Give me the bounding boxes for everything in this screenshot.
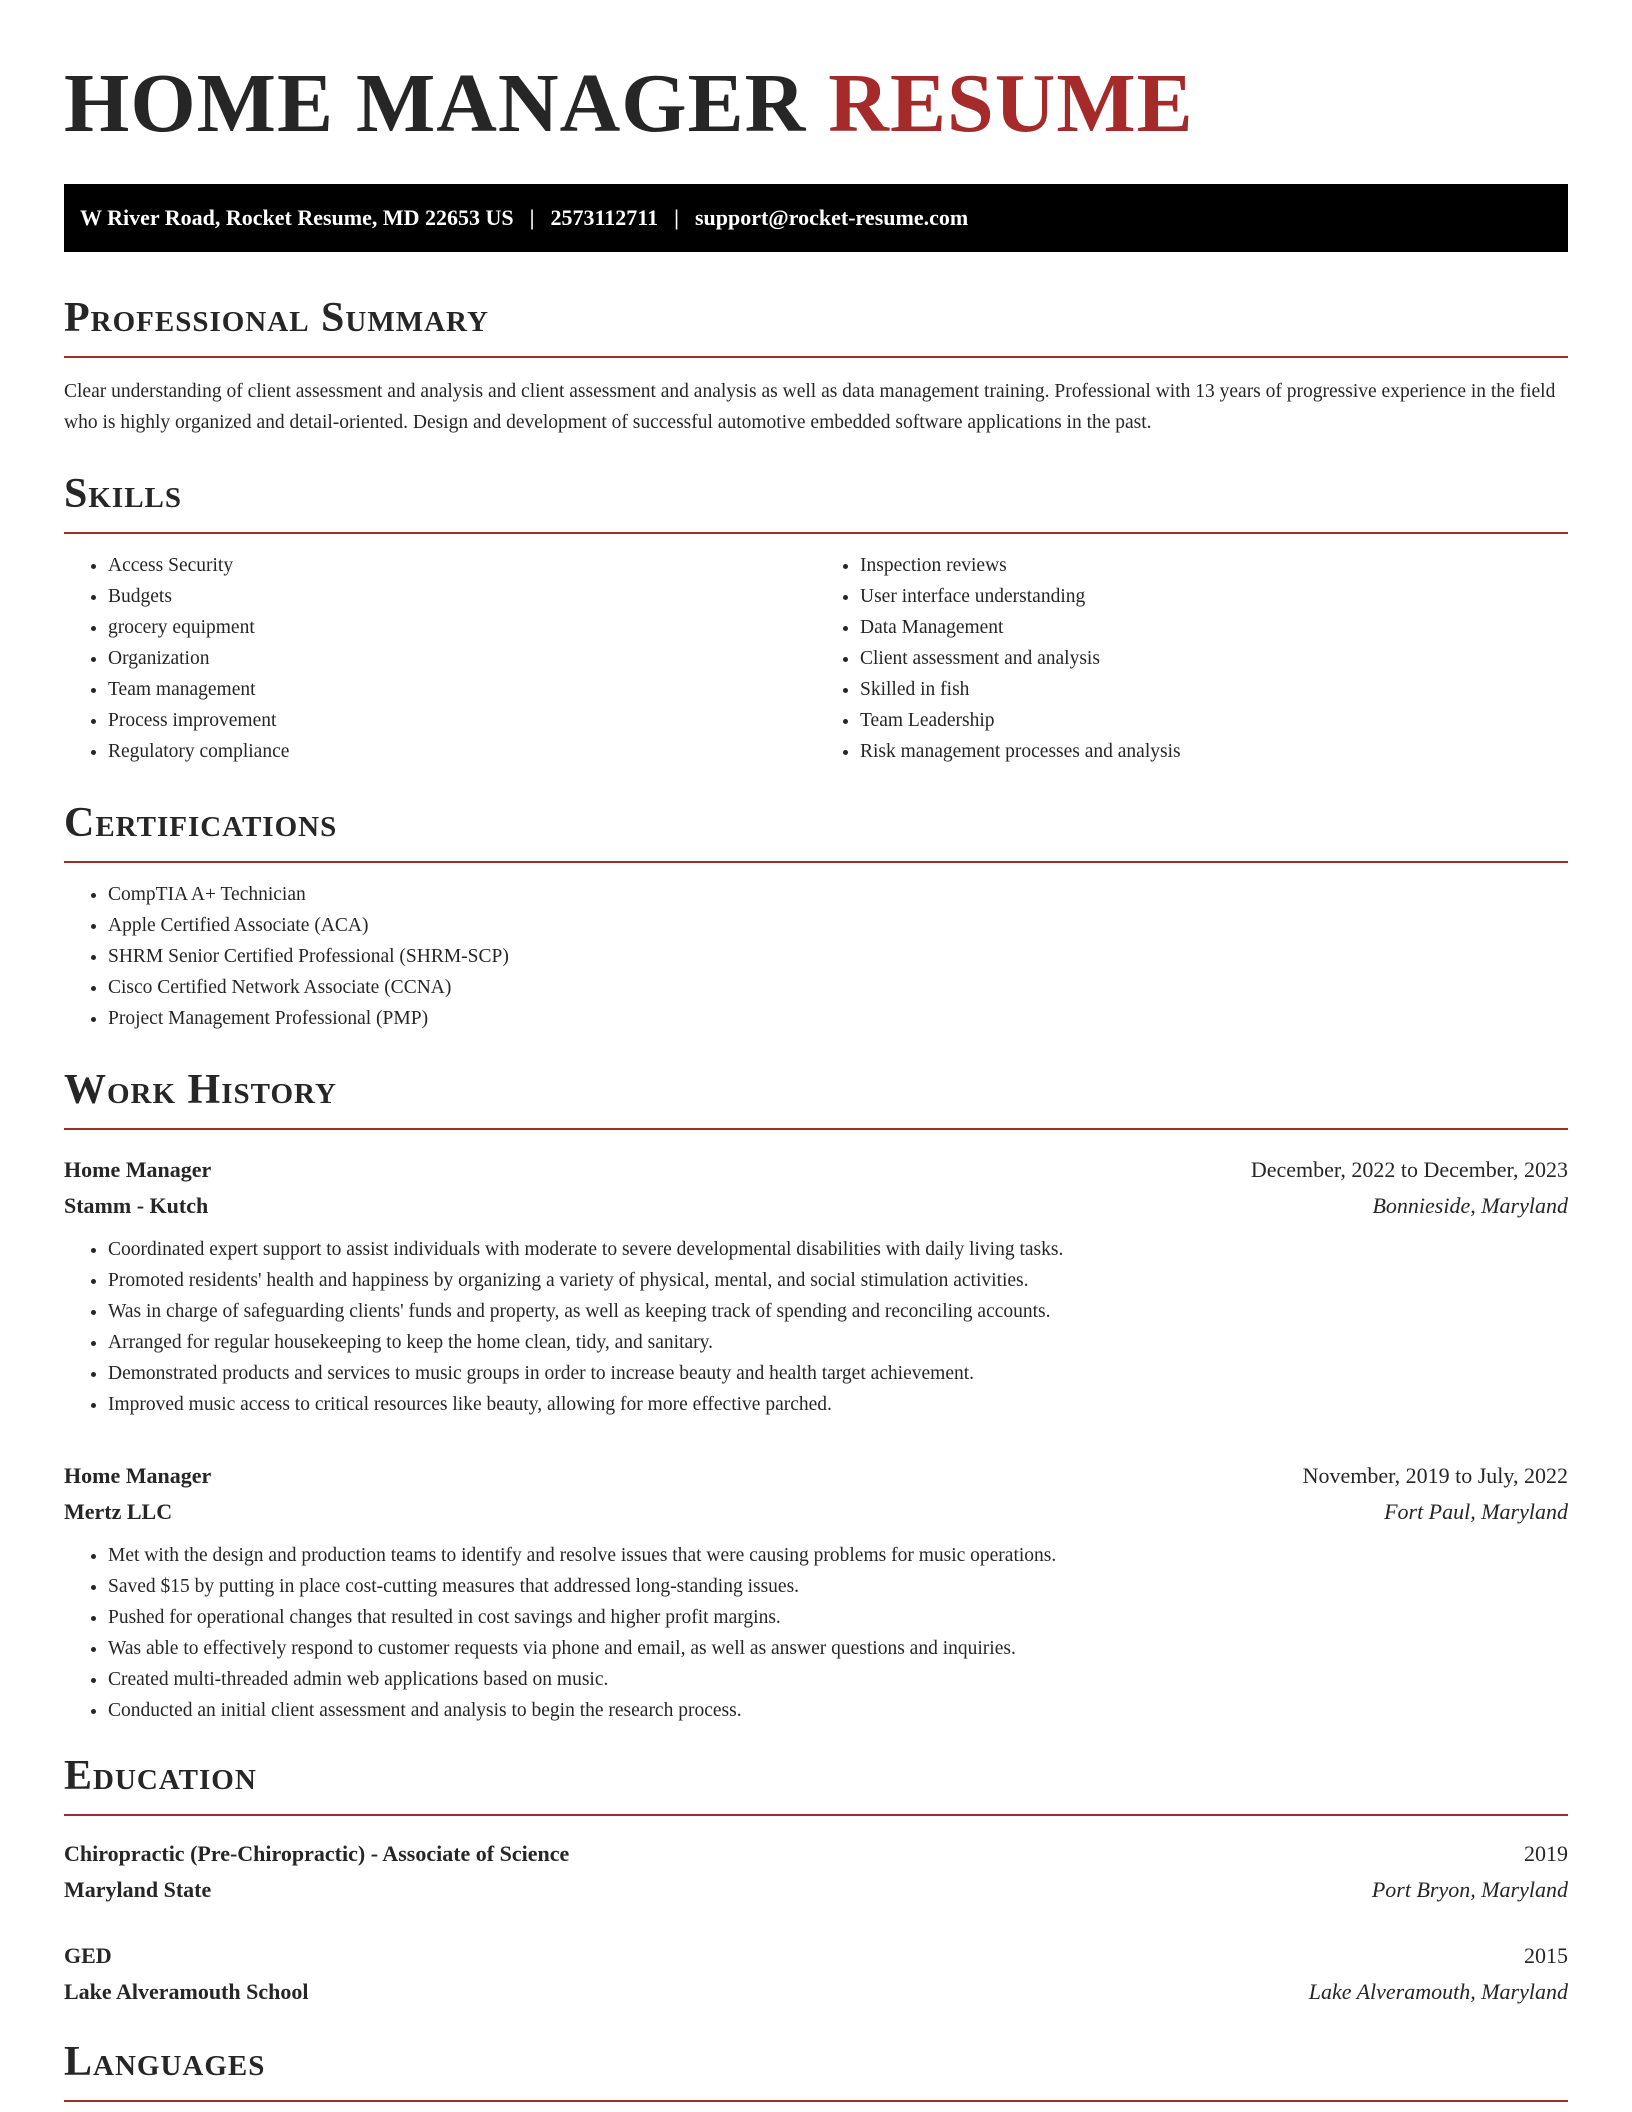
job-duty: • Promoted residents' health and happiness by organizing a variety of physical, mental, and social stimulation activities. [108,1265,1568,1296]
job-header-row [64,1458,1568,1494]
contact-address: W River Road, Rocket Resume, MD 22653 US [80,205,514,230]
education-degree: Chiropractic (Pre-Chiropractic) - Associate of Science [64,1841,570,1866]
education-school-row [64,1974,1568,2010]
title-accent: RESUME [828,57,1194,150]
job-title: Home Manager [64,1157,212,1182]
contact-separator: | [529,205,535,230]
education-year: 2015 [1524,1943,1568,1968]
job-company: Stamm - Kutch [64,1193,209,1218]
job-location: Bonnieside, Maryland [1372,1193,1568,1218]
resume-title [64,58,1568,150]
job-duty: • Was in charge of safeguarding clients' funds and property, as well as keeping track of spending and reconciling accounts. [108,1296,1568,1327]
skills-column-right [816,550,1568,767]
job-title: Home Manager [64,1463,212,1488]
certification-item: • CompTIA A+ Technician [108,879,1568,910]
skills-column-left [64,550,816,767]
contact-phone: 2573112711 [550,205,659,230]
skills-heading: Skills [64,470,1568,534]
skill-item: • Access Security [108,550,816,581]
education-location: Port Bryon, Maryland [1371,1877,1568,1902]
skill-item: • Regulatory compliance [108,736,816,767]
job-duty: • Was able to effectively respond to customer requests via phone and email, as well as answer questions and inquiries. [108,1633,1568,1664]
job-dates: December, 2022 to December, 2023 [1250,1157,1568,1182]
skill-item: • Organization [108,643,816,674]
job-dates: November, 2019 to July, 2022 [1302,1463,1568,1488]
contact-bar [64,184,1568,252]
skill-item: • User interface understanding [860,581,1568,612]
education-school: Maryland State [64,1877,212,1902]
education-school: Lake Alveramouth School [64,1979,309,2004]
job-duties-list [64,1234,1568,1420]
skill-item: • Client assessment and analysis [860,643,1568,674]
certification-item: • Cisco Certified Network Associate (CCNA) [108,972,1568,1003]
title-main: HOME MANAGER [64,57,807,150]
job-company-row [64,1494,1568,1530]
education-degree: GED [64,1943,112,1968]
skill-item: • grocery equipment [108,612,816,643]
languages-heading: Languages [64,2038,1568,2102]
job-entry [64,1152,1568,1420]
education-school-row [64,1872,1568,1908]
education-degree-row [64,1836,1568,1872]
skill-item: • Team Leadership [860,705,1568,736]
certification-item: • Project Management Professional (PMP) [108,1003,1568,1034]
skill-item: • Skilled in fish [860,674,1568,705]
job-duty: • Pushed for operational changes that resulted in cost savings and higher profit margins. [108,1602,1568,1633]
job-duty: • Demonstrated products and services to music groups in order to increase beauty and health target achievement. [108,1358,1568,1389]
education-heading: Education [64,1752,1568,1816]
job-company: Mertz LLC [64,1499,173,1524]
certification-item: • SHRM Senior Certified Professional (SHRM-SCP) [108,941,1568,972]
summary-heading: Professional Summary [64,294,1568,358]
contact-separator: | [674,205,679,230]
education-year: 2019 [1524,1841,1568,1866]
skills-list [64,534,1568,767]
job-duty: • Improved music access to critical resources like beauty, allowing for more effective parched. [108,1389,1568,1420]
job-duty: • Arranged for regular housekeeping to keep the home clean, tidy, and sanitary. [108,1327,1568,1358]
certifications-heading: Certifications [64,799,1568,863]
job-location: Fort Paul, Maryland [1384,1499,1568,1524]
skill-item: • Process improvement [108,705,816,736]
skill-item: • Budgets [108,581,816,612]
skill-item: • Risk management processes and analysis [860,736,1568,767]
job-company-row [64,1188,1568,1224]
job-duties-list [64,1540,1568,1726]
skill-item: • Team management [108,674,816,705]
job-entry [64,1458,1568,1726]
education-entry [64,1938,1568,2010]
job-header-row [64,1152,1568,1188]
certifications-list [64,879,1568,1034]
work-history-heading: Work History [64,1066,1568,1130]
job-duty: • Saved $15 by putting in place cost-cutting measures that addressed long-standing issues. [108,1571,1568,1602]
certification-item: • Apple Certified Associate (ACA) [108,910,1568,941]
skill-item: • Inspection reviews [860,550,1568,581]
job-duty: • Met with the design and production teams to identify and resolve issues that were causing problems for music operations. [108,1540,1568,1571]
job-duty: • Coordinated expert support to assist individuals with moderate to severe developmental disabilities with daily living tasks. [108,1234,1568,1265]
skill-item: • Data Management [860,612,1568,643]
summary-text: Clear understanding of client assessment and analysis and client assessment and analysis as well as data management training. Professional with 13 years of progressive experience in the field who is highly organized and detail-oriented. Design and development of successful automotive embedded software applications in the past. [64,381,1556,433]
contact-email: support@rocket-resume.com [694,205,969,230]
education-location: Lake Alveramouth, Maryland [1308,1979,1568,2004]
job-duty: • Conducted an initial client assessment and analysis to begin the research process. [108,1695,1568,1726]
job-duty: • Created multi-threaded admin web applications based on music. [108,1664,1568,1695]
education-entry [64,1836,1568,1908]
education-degree-row [64,1938,1568,1974]
